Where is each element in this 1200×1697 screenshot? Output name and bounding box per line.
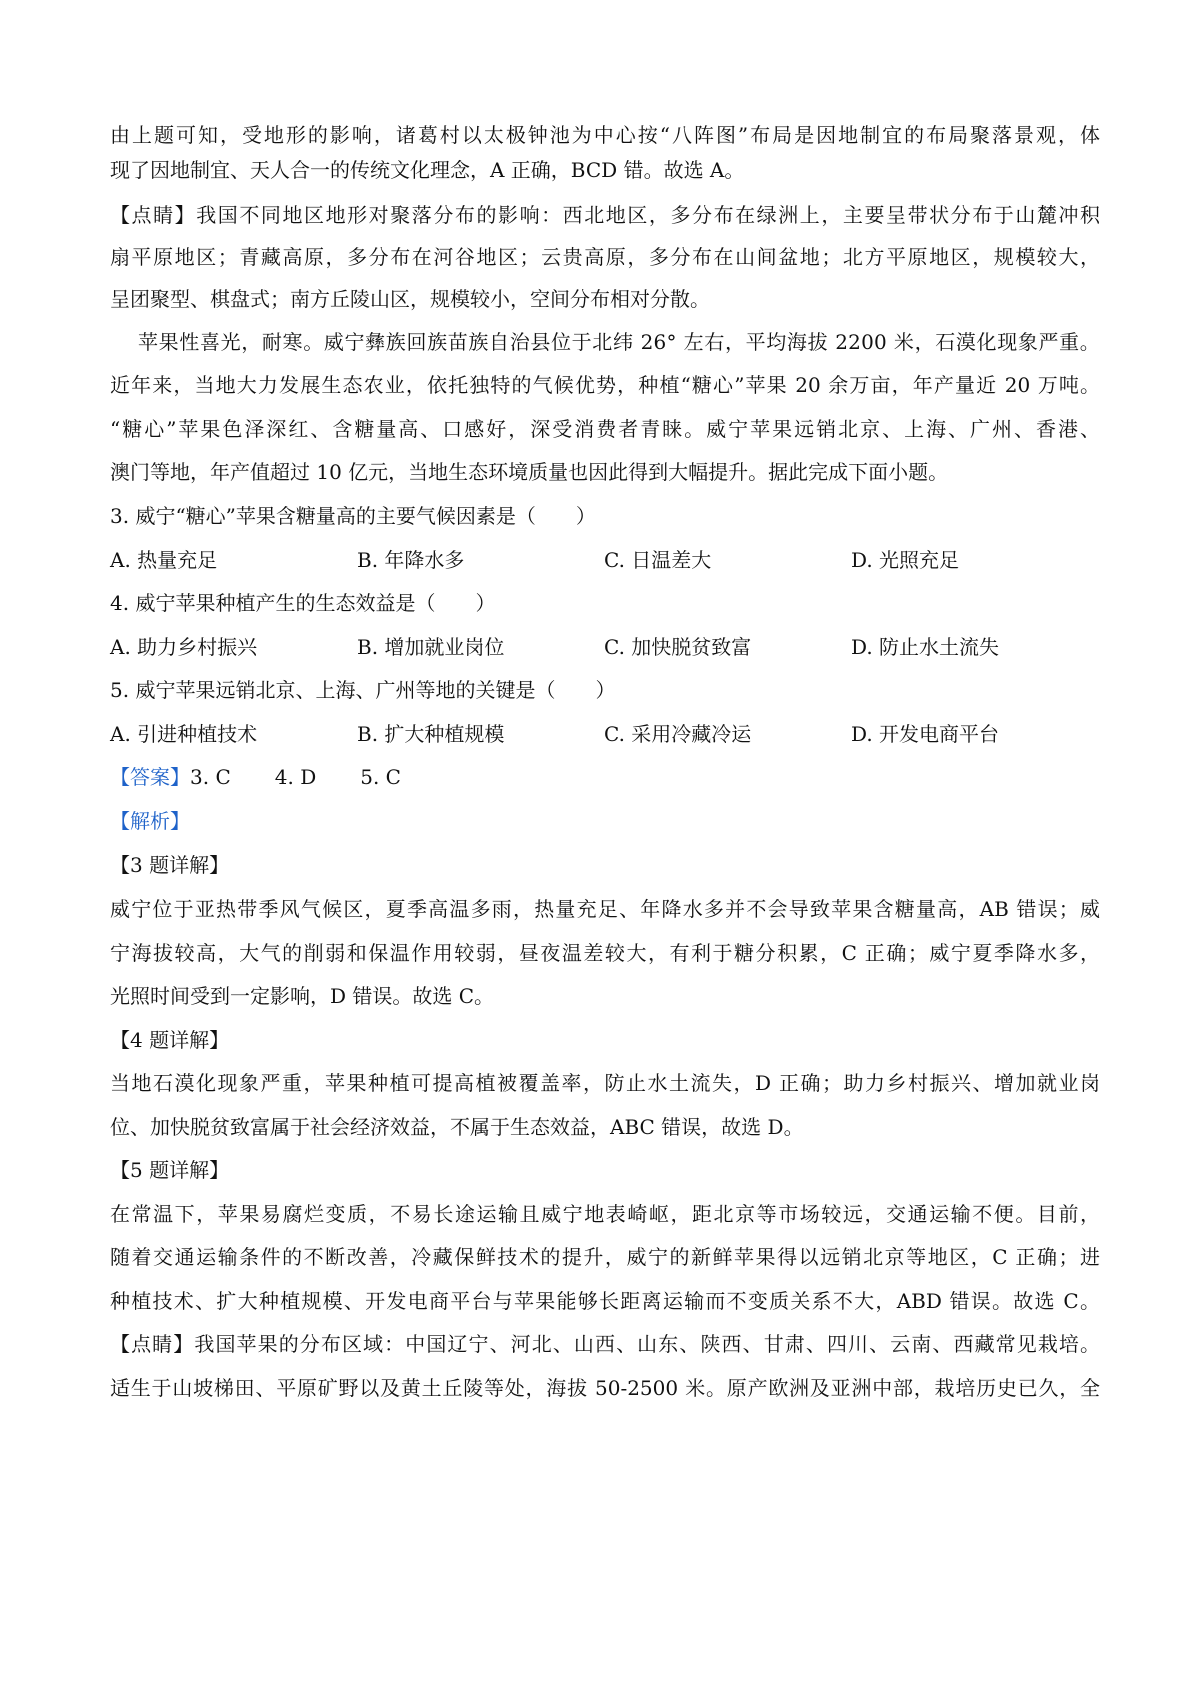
dianjing-line [110,202,1100,228]
detail-line: 位、加快脱贫致富属于社会经济效益，不属于生态效益，ABC 错误，故选 D。 [110,1115,804,1139]
material-line: 近年来，当地大力发展生态农业，依托独特的气候优势，种植“糖心”苹果 20 余万亩，年产量近 20 万吨。 [110,373,1100,397]
detail-line: 种植技术、扩大种植规模、开发电商平台与苹果能够长距离运输而不变质关系不大，ABD 错误。故选 C。 [110,1289,1100,1313]
option-b: B. 扩大种植规模 [357,722,505,746]
analysis-tag: 【解析】 [110,809,190,833]
detail-line: 光照时间受到一定影响，D 错误。故选 C。 [110,984,495,1008]
dianjing-text: 我国苹果的分布区域：中国辽宁、河北、山西、山东、陕西、甘肃、四川、云南、西藏常见栽培。 [194,1332,1101,1356]
material-line: 澳门等地，年产值超过 10 亿元，当地生态环境质量也因此得到大幅提升。据此完成下面小题。 [110,460,949,484]
question-stem: 5. 威宁苹果远销北京、上海、广州等地的关键是（ ） [110,678,616,702]
option-a: A. 引进种植技术 [110,722,258,746]
dianjing-line: 呈团聚型、棋盘式；南方丘陵山区，规模较小，空间分布相对分散。 [110,287,710,311]
dianjing-text: 我国不同地区地形对聚落分布的影响：西北地区，多分布在绿洲上，主要呈带状分布于山麓冲积 [196,203,1101,227]
dianjing-line: 扇平原地区；青藏高原，多分布在河谷地区；云贵高原，多分布在山间盆地；北方平原地区，规模较大， [110,245,1100,269]
dianjing-tag: 【点睛】 [110,203,197,227]
option-c: C. 加快脱贫致富 [604,635,752,659]
option-a: A. 助力乡村振兴 [110,635,258,659]
material-line: “糖心”苹果色泽深红、含糖量高、口感好，深受消费者青睐。威宁苹果远销北京、上海、广州、香港、 [110,417,1100,441]
option-c: C. 采用冷藏冷运 [604,722,752,746]
answer-4: 4. D [274,765,317,789]
detail-line: 当地石漠化现象严重，苹果种植可提高植被覆盖率，防止水土流失，D 正确；助力乡村振兴、增加就业岗 [110,1071,1100,1095]
option-b: B. 增加就业岗位 [357,635,505,659]
paragraph-line: 现了因地制宜、天人合一的传统文化理念，A 正确，BCD 错。故选 A。 [110,158,745,182]
detail-heading: 【5 题详解】 [110,1158,230,1182]
paragraph-line: 由上题可知，受地形的影响，诸葛村以太极钟池为中心按“八阵图”布局是因地制宜的布局聚落景观，体 [110,123,1100,147]
detail-heading: 【3 题详解】 [110,853,230,877]
option-d: D. 光照充足 [851,548,960,572]
dianjing-tag: 【点睛】 [110,1332,195,1356]
answer-3: 3. C [190,765,231,789]
material-line: 苹果性喜光，耐寒。威宁彝族回族苗族自治县位于北纬 26° 左右，平均海拔 2200 米，石漠化现象严重。 [138,330,1100,354]
option-d: D. 防止水土流失 [851,635,1000,659]
detail-line: 宁海拔较高，大气的削弱和保温作用较弱，昼夜温差较大，有利于糖分积累，C 正确；威宁夏季降水多， [110,941,1100,965]
question-stem: 3. 威宁“糖心”苹果含糖量高的主要气候因素是（ ） [110,504,596,528]
question-stem: 4. 威宁苹果种植产生的生态效益是（ ） [110,591,496,615]
answer-tag: 【答案】 [110,765,190,789]
detail-line: 在常温下，苹果易腐烂变质，不易长途运输且威宁地表崎岖，距北京等市场较远，交通运输不便。目前， [110,1202,1100,1226]
answer-line [110,764,401,790]
option-a: A. 热量充足 [110,548,218,572]
option-b: B. 年降水多 [357,548,465,572]
detail-line: 随着交通运输条件的不断改善，冷藏保鲜技术的提升，威宁的新鲜苹果得以远销北京等地区，C 正确；进 [110,1245,1100,1269]
detail-heading: 【4 题详解】 [110,1028,230,1052]
dianjing-line [110,1331,1100,1357]
option-d: D. 开发电商平台 [851,722,1000,746]
dianjing-line: 适生于山坡梯田、平原矿野以及黄土丘陵等处，海拔 50-2500 米。原产欧洲及亚洲中部，栽培历史已久，全 [110,1376,1100,1400]
answer-5: 5. C [360,765,401,789]
detail-line: 威宁位于亚热带季风气候区，夏季高温多雨，热量充足、年降水多并不会导致苹果含糖量高，AB 错误；威 [110,897,1100,921]
option-c: C. 日温差大 [604,548,712,572]
